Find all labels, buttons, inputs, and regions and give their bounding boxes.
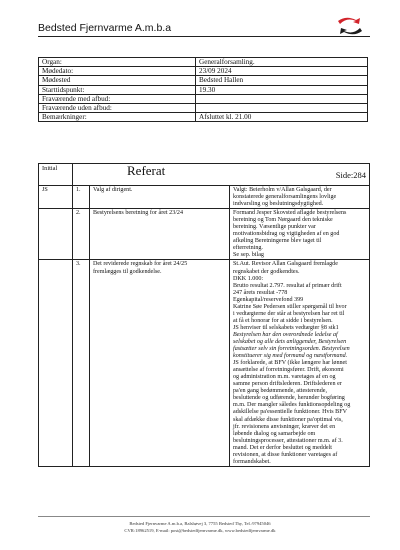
info-value: 23/09 2024 [196,67,368,76]
text-line: skal afdække disse funktioner pa'optimal vis, [233,416,343,423]
text-line: og administration m.m. varetages af en og [233,374,336,381]
info-label: Starttidspunkt: [39,85,196,94]
text-line: JS henviser til selskabets vedtægter §8 stk1 [233,324,339,331]
text-line: 247 årets resultat -778 [233,289,288,296]
text-line: selskabet og alle dets anliggender, Bestyrelsen [233,338,347,345]
initial-cell [39,260,73,466]
text-line: besluttende og udførende, herunder bogføring [233,395,345,402]
info-value: Afsluttet kl. 21.00 [196,113,368,122]
text-line: mand. Det er derfor besluttet og meddelt [233,444,332,451]
text-line: adskillelse pa'essentielle funktioner. Hvis BFV [233,409,347,416]
text-line: konstituerer sig med formand og næstformand. [233,353,348,360]
info-value: Bedsted Hallen [196,76,368,85]
minutes-title-cell [73,164,370,186]
footer-divider [38,516,370,517]
meeting-info-row [39,104,368,113]
text-line: Formand Jesper Skovsted aflagde bestyrelsens [233,210,347,217]
agenda-topic [90,260,230,466]
footer-contact: CVR:18962519, E-mail: post@bedstedfjernvarme.dk, www.bedstedfjernvarme.dk [124,528,276,533]
text-line: St.Aut. Revisor Allan Galsgaard fremlagde [233,261,338,268]
text-line: beretning og Tom Nørgaard den tekniske [233,217,333,224]
decision-text [230,209,370,260]
agenda-topic: Valg af dirigent. [90,186,230,209]
text-line: at få et honorar for at sidde i bestyrelsen. [233,317,333,324]
text-line: indvarsling og beslutningsdygtighed. [233,201,324,208]
text-line: samme person driftslederen. Driftslederen er [233,381,342,388]
text-line: regnskabet der godkendtes. [233,268,300,275]
info-label: Mødested [39,76,196,85]
header-divider [38,36,370,37]
footer-address: Bedsted Fjernvarme A.m.b.a, Balshøvej 3, 7755 Bedsted Thy, Tel.:97945046 [129,521,271,526]
text-line: Det reviderede regnskab for året 24/25 [93,261,188,268]
text-line: afkøling Beretningerne blev taget til [233,238,322,245]
text-line: Egenkapital/reservefond 399 [233,296,304,303]
text-line: motivationsbidrag og vigtigheden af en god [233,231,340,238]
item-number: 1. [73,186,90,209]
text-line: pa'en gang bedømmende, attesterende, [233,388,327,395]
text-line: i vedtægterne der står at bestyrelsen har ret til [233,310,345,317]
info-value: 19.30 [196,85,368,94]
text-line: m.m. Der mangler således funktionsopdeling og [233,402,351,409]
initial-cell: JS [39,186,73,209]
initial-cell [39,209,73,260]
agenda-topic: Bestyrelsens beretning for året 23/24 [90,209,230,260]
item-number: 3. [73,260,90,466]
info-value [196,94,368,103]
text-line: efterretning. [233,245,263,252]
company-logo [336,16,364,36]
agenda-row [39,260,370,466]
minutes-header-row [39,164,370,186]
meeting-info-row [39,94,368,103]
meeting-info-row [39,113,368,122]
item-number: 2. [73,209,90,260]
text-line: konstaterede generalforsamlingens lovlige [233,194,337,201]
meeting-info-row [39,85,368,94]
text-line: beslutningsprocesser, attestationer m.m. af 3. [233,437,343,444]
agenda-row [39,186,370,209]
info-label: Organ: [39,58,196,67]
meeting-info-row [39,76,368,85]
text-line: beretning. Væsentlige punkter var [233,224,316,231]
text-line: formandskabet. [233,458,271,465]
text-line: Katrine Søe Pedersen stiller spørgsmål til hvor [233,303,347,310]
decision-text [230,260,370,466]
info-value [196,104,368,113]
initial-header: Initial [39,164,73,186]
meeting-info-row [39,67,368,76]
text-line: revisionen, at disse funktioner varetages af [233,451,338,458]
minutes-table [38,163,370,467]
text-line: DKK 1.000: [233,275,264,282]
text-line: ansættelse af forretningsfører. Drift, økonomi [233,367,344,374]
text-line: fastsætter selv sin forretningsorden. Bestyrelsen [233,346,350,353]
company-title: Bedsted Fjernvarme A.m.b.a [38,22,172,34]
text-line: JS forklarede, at BFV (ikke længere har lønnet [233,360,347,367]
text-line: Valgt: Beierholm v/Allan Galsgaard, der [233,187,332,193]
text-line: Brutto resultat 2.797. resultat af primær drift [233,282,342,289]
info-value: Generalforsamling. [196,58,368,67]
text-line: Bestyrelsen har den overordnede ledelse af [233,331,338,338]
info-label: Mødedato: [39,67,196,76]
info-label: Fraværende med afbud: [39,94,196,103]
text-line: løbende dialog og samarbejde om [233,430,316,437]
text-line: jfr. revisionens anvisninger, kræver det en [233,423,336,430]
info-label: Bemærkninger: [39,113,196,122]
decision-text [230,186,370,209]
text-line: fremlægges til godkendelse. [93,268,162,275]
page-number: Side:284 [335,170,366,180]
meeting-info-row [39,58,368,67]
text-line: Se sep. bilag [233,252,264,259]
meeting-info-table [38,57,368,122]
info-label: Fraværende uden afbud: [39,104,196,113]
agenda-row [39,209,370,260]
minutes-title: Referat [127,163,166,178]
